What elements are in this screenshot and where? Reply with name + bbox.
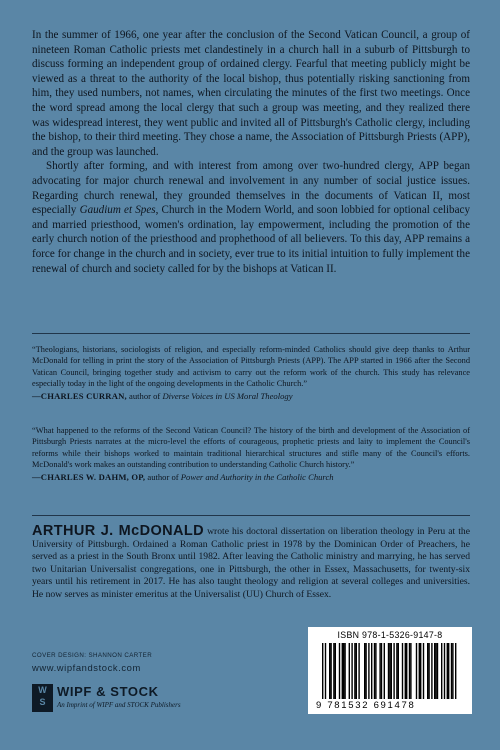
barcode-digits: 9 781532 691478 xyxy=(316,700,416,711)
endorsement-curran xyxy=(32,344,470,402)
description-paragraph-1: In the summer of 1966, one year after the conclusion of the Second Vatican Council, a group of nineteen Roman Catholic priests met clandestinely in a church hall in a suburb of Pittsburgh to discuss forming an independent group of ordained clergy. Fearful that meeting publicly might be viewed as a threat to the authority of the local bishop, thus potentially risking sanctioning from him, they used numbers, not names, when circulating the minutes of the first two meetings. Once the word spread among the local clergy that such a group was meeting, and they realized there was widespread interest, they went public and invited all of Pittsburgh's Catholic clergy, including the bishop, to their third meeting. They chose a name, the Association of Pittsburgh Priests (APP), and the group was launched. xyxy=(32,29,470,158)
publisher-name: WIPF & STOCK xyxy=(57,684,159,699)
description-text xyxy=(32,28,470,276)
author-name: ARTHUR J. McDONALD xyxy=(32,523,205,539)
endorser-book-title: Power and Authority in the Catholic Church xyxy=(180,472,334,483)
endorsement-text: “What happened to the reforms of the Second Vatican Council? The history of the birth and development of the Association of Pittsburgh Priests narrates at the micro-level the efforts of courageous, prophetic priests and laity to implement the Council's reforms while their bishops worked to maintain traditional hierarchical structures and stifle many of the Council's efforts. McDonald's work makes an outstanding contribution to understanding Catholic Church history.” xyxy=(32,426,470,469)
isbn-barcode xyxy=(308,627,472,714)
endorser-book-title: Diverse Voices in US Moral Theology xyxy=(162,391,293,402)
endorser-name: —CHARLES W. DAHM, OP, xyxy=(32,472,146,483)
isbn-label: ISBN 978-1-5326-9147-8 xyxy=(337,630,443,640)
endorsement-attribution: —CHARLES CURRAN, author of Diverse Voices in US Moral Theology xyxy=(32,391,293,402)
document-title-italic: Gaudium et Spes xyxy=(79,204,156,217)
author-bio-text: wrote his doctoral dissertation on liberation theology in Peru at the University of Pittsburgh. Ordained a Roman Catholic priest in 1978 by the Dominican Order of Preachers, he served as a priest in the South Bronx until 1982. After leaving the Catholic ministry and marrying, he has served two Unitarian Universalist congregations, one in Pittsburgh, the other in Essex, Massachusetts, for twenty-six years until his retirement in 2017. He has also taught theology and religion at several colleges and universities. He now serves as minister emeritus at the Universalist (UU) Church of Essex. xyxy=(32,526,470,600)
divider-bottom xyxy=(32,515,470,516)
endorsement-text: “Theologians, historians, sociologists of religion, and especially reform-minded Catholics should give deep thanks to Arthur McDonald for telling in print the story of the Association of Pittsburgh Priests (APP). The APP started in 1966 after the Second Vatican Council, bringing together study and activism to carry out the reform work of the church. This study has relevance especially today in the light of the ongoing developments in the Catholic Church.” xyxy=(32,345,470,388)
endorser-name: —CHARLES CURRAN, xyxy=(32,391,127,402)
author-bio xyxy=(32,525,470,602)
publisher-website: www.wipfandstock.com xyxy=(32,662,141,673)
endorsement-attribution: —CHARLES W. DAHM, OP, author of Power and Authority in the Catholic Church xyxy=(32,472,334,483)
publisher-logo-icon: W S xyxy=(32,684,53,712)
cover-design-credit: COVER DESIGN: SHANNON CARTER xyxy=(32,652,153,659)
divider-top xyxy=(32,333,470,334)
publisher-logo-block xyxy=(32,684,232,714)
description-paragraph-2: Shortly after forming, and with interest from among over two-hundred clergy, APP began advocating for major church renewal and involvement in any number of social justice issues. Regarding church renewal, they grounded themselves in the documents of Vatican II, most especially Gaudium et Spes, Church in the Modern World, and soon lobbied for optional celibacy and married priesthood, women's ordination, lay empowerment, including the promotion of the early church notion of the priesthood and prophethood of all believers. To this day, APP remains a force for change in the church and in society, ever true to its initial intuition to fully implement the renewal of church and society called for by the bishops at Vatican II. xyxy=(32,160,470,275)
endorsement-dahm xyxy=(32,425,470,483)
publisher-tagline: An Imprint of WIPF and STOCK Publishers xyxy=(57,701,181,709)
